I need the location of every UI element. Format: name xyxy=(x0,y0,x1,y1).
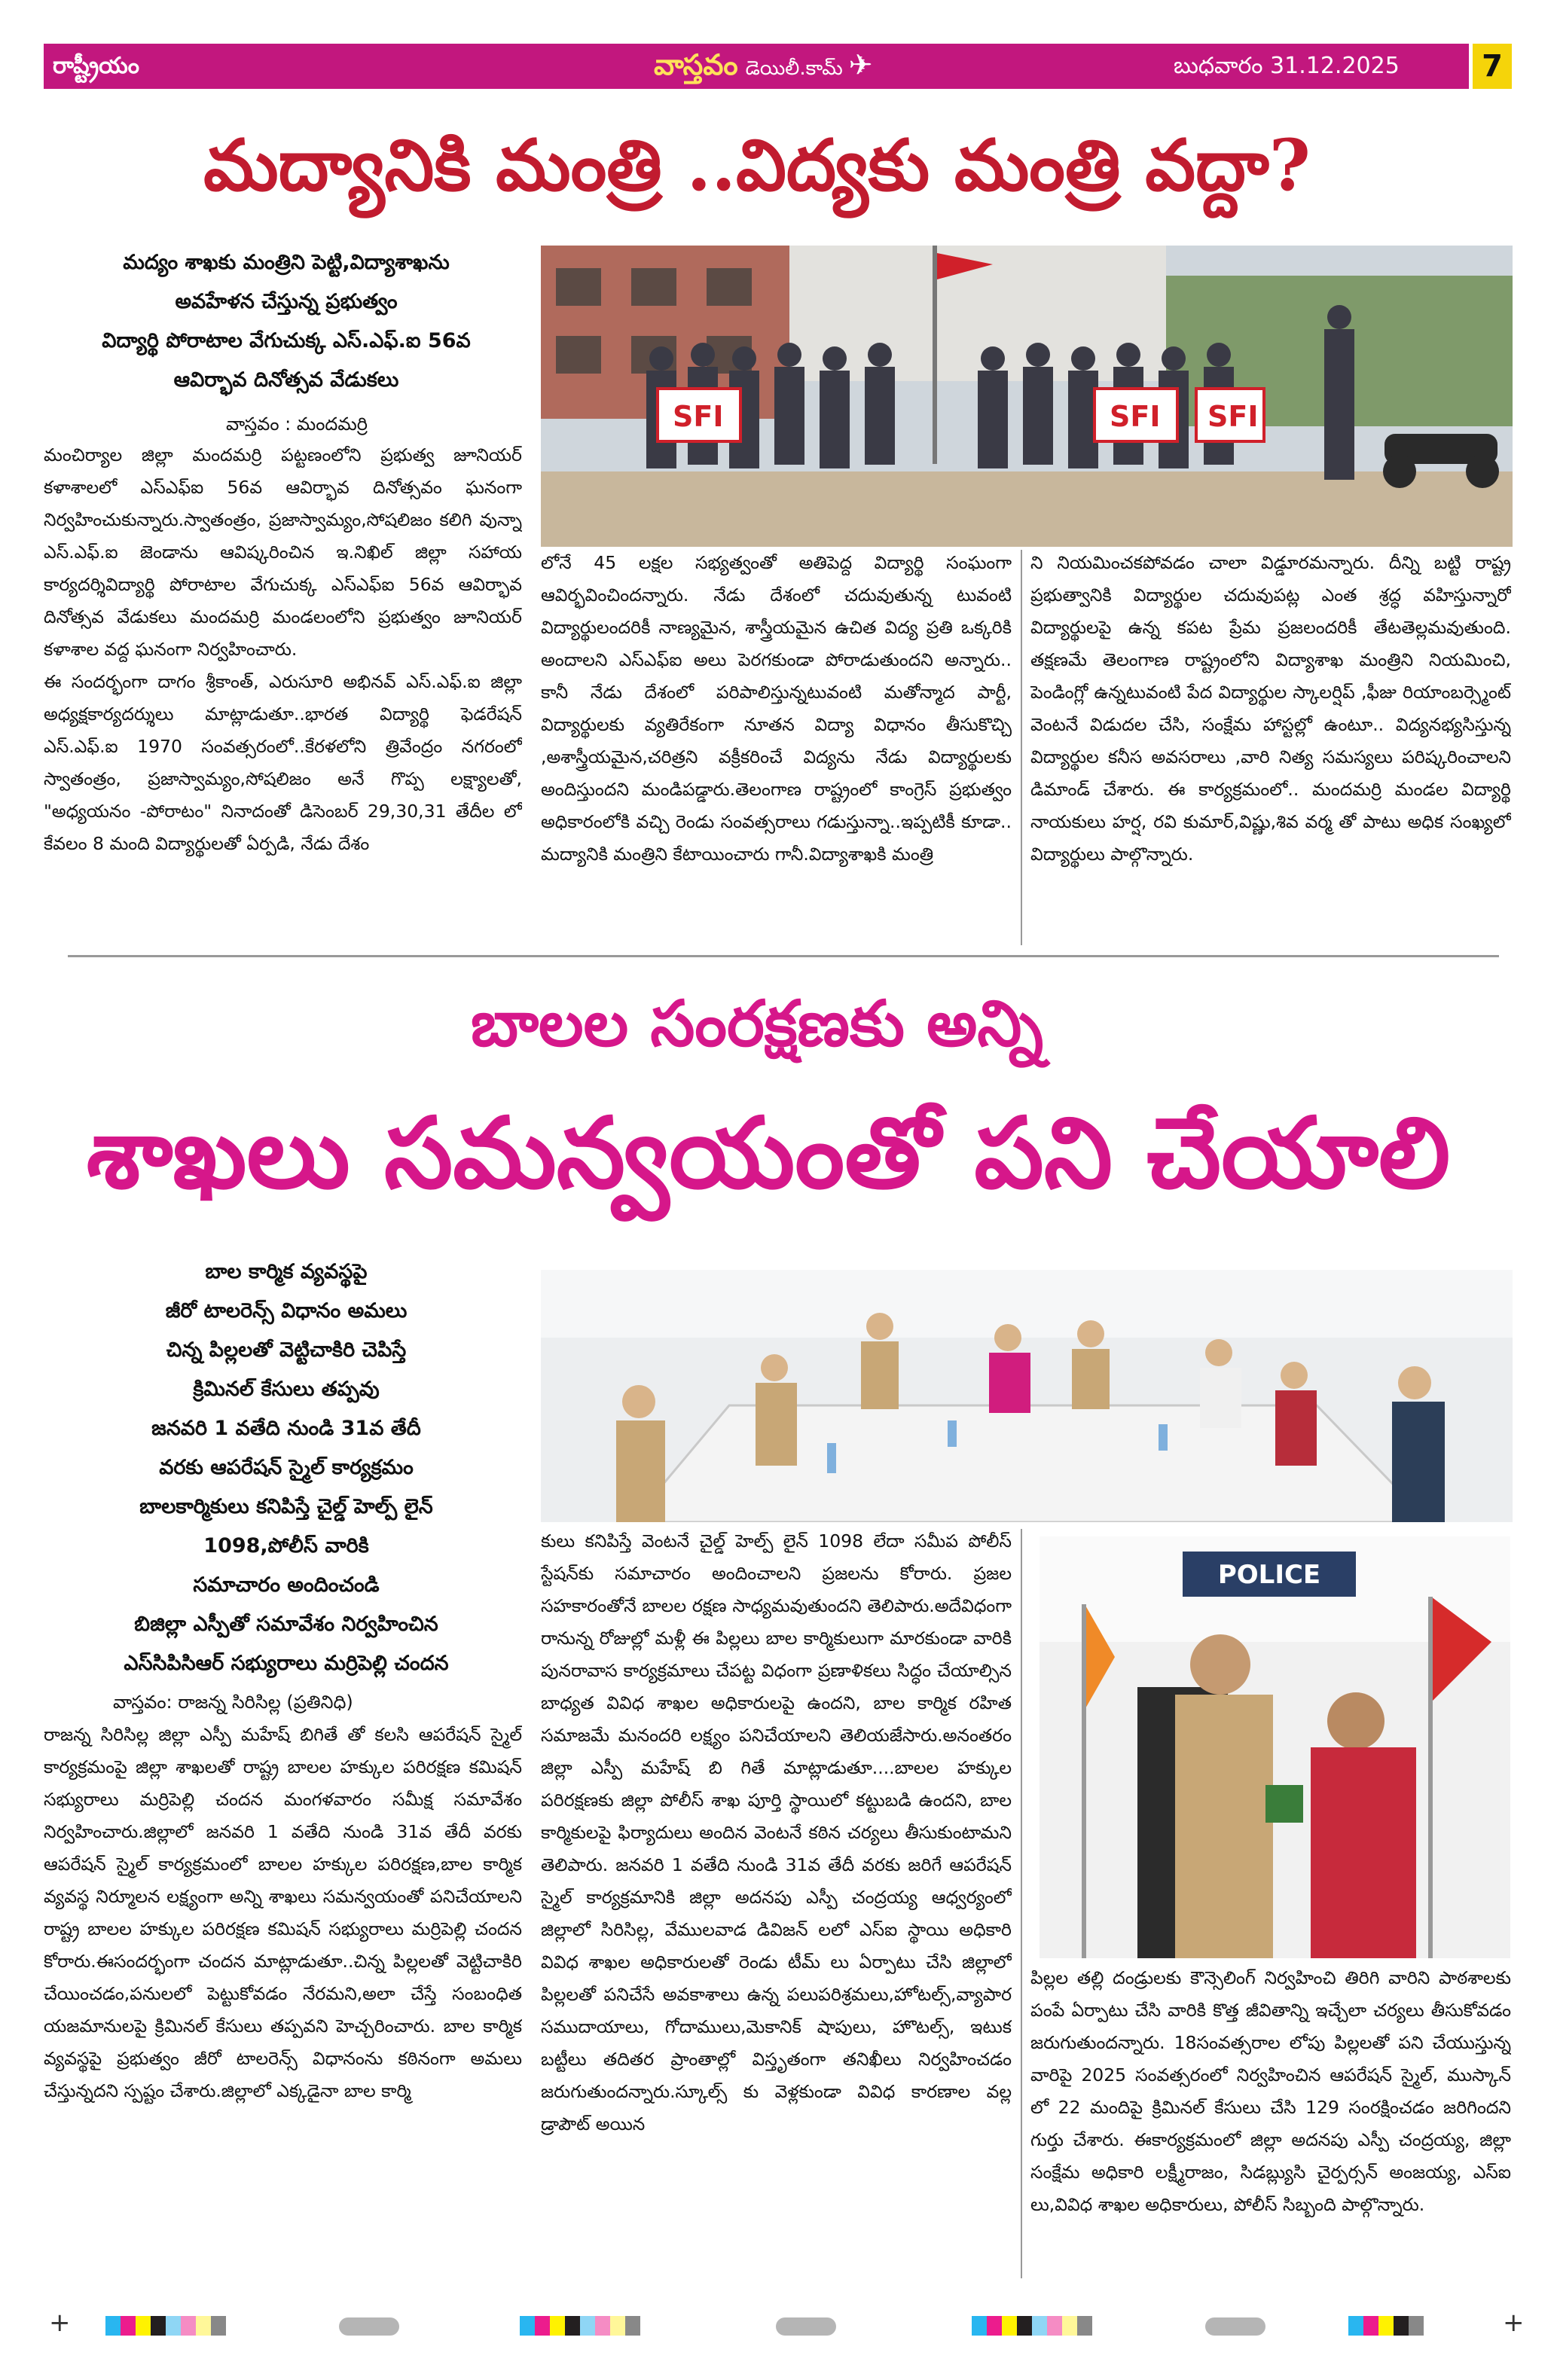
story2-deck-line: వరకు ఆపరేషన్ స్మైల్ కార్యక్రమం xyxy=(159,1456,414,1479)
color-bar xyxy=(105,2316,226,2336)
meeting-photo xyxy=(541,1270,1513,1522)
story1-deck-line: అవహేళన చేస్తున్న ప్రభుత్వం xyxy=(175,290,398,313)
registration-pill xyxy=(776,2317,836,2336)
story1-column-3: ని నియమించకపోవడం చాలా విడ్డూరమన్నారు. దీన్ని బట్టి రాష్ట్ర ప్రభుత్వానికి విద్యార్థుల చదువుపట్ల ఎంత శ్రద్ధ వహిస్తున్నారో విద్యార్థులపై ఉన్న కపట ప్రేమ ప్రజలందరికీ తేటతెల్లమవుతుంది. తక్షణమే తెలంగాణ రాష్ట్రంలోని విద్యాశాఖ మంత్రిని నియమించి, పెండింగ్లో ఉన్నటువంటి పేద విద్యార్థుల స్కాలర్షిప్ ,ఫీజు రియాంబర్స్మెంట్ వెంటనే విడుదల చేసి, సంక్షేమ హాస్టల్లో ఉంటూ.. విద్యనభ్యసిస్తున్న విద్యార్థుల కనీస అవసరాలు ,వారి నిత్య సమస్యలు పరిష్కరించాలని డిమాండ్ చేశారు. ఈ కార్యక్రమంలో.. మందమర్రి మండల విద్యార్థి నాయకులు హర్ష, రవి కుమార్,విష్ణు,శివ వర్మ తో పాటు అధిక సంఖ్యలో విద్యార్థులు పాల్గొన్నారు. xyxy=(1030,552,1511,865)
sfi-banner-text: SFI xyxy=(1207,400,1259,433)
bird-icon: ✈ xyxy=(848,48,873,81)
story2-deck-line: సమాచారం అందించండి xyxy=(193,1573,380,1597)
story2-deck-line: బాలకార్మికులు కనిపిస్తే చైల్డ్ హెల్ప్ లైన్ xyxy=(139,1495,433,1518)
color-bar xyxy=(520,2316,640,2336)
registration-mark: + xyxy=(1503,2308,1525,2338)
story2-column-1: రాజన్న సిరిసిల్ల జిల్లా ఎస్పీ మహేష్ బిగితే తో కలసి ఆపరేషన్ స్మైల్ కార్యక్రమంపై జిల్లా శాఖలతో రాష్ట్ర బాలల హక్కుల పరిరక్షణ కమిషన్ సభ్యురాలు మర్రిపెల్లి చందన మంగళవారం సమీక్ష సమావేశం నిర్వహించారు.జిల్లాలో జనవరి 1 వతేది నుండి 31వ తేదీ వరకు ఆపరేషన్ స్మైల్ కార్యక్రమంలో బాలల హక్కుల పరిరక్షణ,బాల కార్మిక వ్యవస్థ నిర్మూలన లక్ష్యంగా అన్ని శాఖలు సమన్వయంతో పనిచేయాలని రాష్ట్ర బాలల హక్కుల పరిరక్షణ కమిషన్ సభ్యురాలు మర్రిపెల్లి చందన కోరారు.ఈసందర్భంగా చందన మాట్లాడుతూ..చిన్న పిల్లలతో వెట్టిచాకిరి చేయించడం,పనులలో పెట్టుకోవడం నేరమని,అలా చేస్తే సంబంధిత యజమానులపై క్రిమినల్ కేసులు తప్పవని హెచ్చరించారు. బాల కార్మిక వ్యవస్థపై ప్రభుత్వం జీరో టాలరెన్స్ విధానంను కఠినంగా అమలు చేస్తున్నదని స్పష్టం చేశారు.జిల్లాలో ఎక్కడైనా బాల కార్మి xyxy=(44,1724,522,2101)
column-divider xyxy=(1021,550,1022,945)
story1-column-2: లోనే 45 లక్షల సభ్యత్వంతో అతిపెద్ద విద్యార్థి సంఘంగా ఆవిర్భవించిందన్నారు. నేడు దేశంలో చదువుతున్న టువంటి విద్యార్థులందరికీ నాణ్యమైన, శాస్త్రీయమైన ఉచిత విద్య ప్రతి ఒక్కరికి అందాలని ఎస్ఎఫ్ఐ అలు పెరగకుండా పోరాడుతుందని అన్నారు.. కానీ నేడు దేశంలో పరిపాలిస్తున్నటువంటి మతోన్మాద పార్టీ, విద్యార్థులకు వ్యతిరేకంగా నూతన విద్యా విధానం తీసుకొచ్చి ,అశాస్త్రీయమైన,చరిత్రని వక్రీకరించే విద్యను నేడు విద్యార్థులకు అందిస్తుందని మండిపడ్డారు.తెలంగాణ రాష్ట్రంలో కాంగ్రెస్ ప్రభుత్వం అధికారంలోకి వచ్చి రెండు సంవత్సరాలు గడుస్తున్నా..ఇప్పటికీ కూడా.. మద్యానికి మంత్రిని కేటాయించారు గానీ.విద్యాశాఖకి మంత్రి xyxy=(541,552,1012,865)
story2-column-3: పిల్లల తల్లి దండ్రులకు కౌన్సెలింగ్ నిర్వహించి తిరిగి వారిని పాఠశాలకు పంపే ఏర్పాటు చేసి వారికి కొత్త జీవితాన్ని ఇచ్చేలా చర్యలు తీసుకోవడం జరుగుతుందన్నారు. 18సంవత్సరాల లోపు పిల్లలతో పని చేయుస్తున్న వారిపై 2025 సంవత్సరంలో నిర్వహించిన ఆపరేషన్ స్మైల్, ముస్కాన్ లో 22 మందిపై క్రిమినల్ కేసులు చేసి 129 సంరక్షించడం జరిగిందని గుర్తు చేశారు. ఈకార్యక్రమంలో జిల్లా అదనపు ఎస్పీ చంద్రయ్య, జిల్లా సంక్షేమ అధికారి లక్ష్మీరాజం, సిడబ్ల్యుసి చైర్పర్సన్ అంజయ్య, ఎస్ఐ లు,వివిధ శాఖల అధికారులు, పోలీస్ సిబ్బంది పాల్గొన్నారు. xyxy=(1030,1967,1511,2215)
story2-column-2: కులు కనిపిస్తే వెంటనే చైల్డ్ హెల్ప్ లైన్ 1098 లేదా సమీప పోలీస్ స్టేషన్‌కు సమాచారం అందించాలని ప్రజలను కోరారు. ప్రజల సహకారంతోనే బాలల రక్షణ సాధ్యమవుతుందని తెలిపారు.అదేవిధంగా రానున్న రోజుల్లో మళ్లీ ఈ పిల్లలు బాల కార్మికులుగా మారకుండా వారికి పునరావాస కార్యక్రమాలు చేపట్ట విధంగా ప్రణాళికలు సిద్ధం చేయాల్సిన బాధ్యత వివిధ శాఖల అధికారులపై ఉందని, బాల కార్మిక రహిత సమాజమే మనందరి లక్ష్యం పనిచేయాలని తెలియజేసారు.అనంతరం జిల్లా ఎస్పీ మహేష్ బి గితే మాట్లాడుతూ....బాలల హక్కుల పరిరక్షణకు జిల్లా పోలీస్ శాఖ పూర్తి స్థాయిలో కట్టుబడి ఉందని, బాల కార్మికులపై ఫిర్యాదులు అందిన వెంటనే కఠిన చర్యలు తీసుకుంటామని తెలిపారు. జనవరి 1 వతేది నుండి 31వ తేదీ వరకు జరిగే ఆపరేషన్ స్మైల్ కార్యక్రమానికి జిల్లా అదనపు ఎస్పీ చంద్రయ్య ఆధ్వర్యంలో జిల్లాలో సిరిసిల్ల, వేములవాడ డివిజన్ లలో ఎస్ఐ స్థాయి అధికారి వివిధ శాఖల అధికారులతో రెండు టీమ్ లు ఏర్పాటు చేసి జిల్లాలో పిల్లలతో పనిచేసే అవకాశాలు ఉన్న పలుపరిశ్రమలు,హోటల్స్,వ్యాపార సముదాయాలు, గోదాములు,మెకానిక్ షాపులు, హొటల్స్, ఇటుక బట్టీలు తదితర ప్రాంతాల్లో విస్తృతంగా తనిఖీలు నిర్వహించడం జరుగుతుందన్నారు.స్కూల్స్ కు వెళ్లకుండా వివిధ కారణాల వల్ల డ్రాపౌట్ అయిన xyxy=(541,1530,1012,2134)
story2-deck-line: బాల కార్మిక వ్యవస్థపై xyxy=(205,1260,368,1283)
story1-paragraph: ఈ సందర్భంగా దాగం శ్రీకాంత్, ఎరుసూరి అభినవ్ ఎస్.ఎఫ్.ఐ జిల్లా అధ్యక్షకార్యదర్శులు మాట్లాడుతూ..భారత విద్యార్థి ఫెడరేషన్ ఎస్.ఎఫ్.ఐ 1970 సంవత్సరంలో..కేరళలోని త్రివేంద్రం నగరంలో స్వాతంత్రం, ప్రజాస్వామ్యం,సోషలిజం అనే గొప్ప లక్ష్యాలతో, "అధ్యయనం -పోరాటం" నినాదంతో డిసెంబర్ 29,30,31 తేదీల లో కేవలం 8 మంది విద్యార్థులతో ఏర్పడి, నేడు దేశం xyxy=(44,671,522,854)
story2-headline-line1: బాలల సంరక్షణకు అన్ని xyxy=(471,987,1043,1060)
sfi-banner-text: SFI xyxy=(673,400,724,433)
masthead-strip xyxy=(44,44,1469,89)
story2-deck-line: ఎస్‌సిపిసిఆర్ సభ్యురాలు మర్రిపెల్లి చందన xyxy=(124,1652,449,1675)
registration-pill xyxy=(1205,2317,1265,2336)
story2-dateline: వాస్తవం: రాజన్న సిరిసిల్ల (ప్రతినిధి) xyxy=(113,1692,353,1713)
story1-deck-line: విద్యార్థి పోరాటాల వేగుచుక్క ఎస్.ఎఫ్.ఐ 56వ xyxy=(102,329,471,352)
story2-deck-line: జీరో టాలరెన్స్ విధానం అమలు xyxy=(165,1299,408,1323)
story2-headline-line2: శాఖలు సమన్వయంతో పని చేయాలి xyxy=(86,1096,1451,1210)
color-bar xyxy=(972,2316,1092,2336)
sfi-rally-photo xyxy=(541,246,1513,547)
story-divider xyxy=(68,955,1499,957)
story1-deck xyxy=(53,243,520,400)
story1-column-1 xyxy=(44,439,522,947)
police-sign-text: POLICE xyxy=(1217,1560,1321,1590)
story1-paragraph: మంచిర్యాల జిల్లా మందమర్రి పట్టణంలోని ప్రభుత్వ జూనియర్ కళాశాలలో ఎస్ఎఫ్ఐ 56వ ఆవిర్భావ దినోత్సవం ఘనంగా నిర్వహించుకున్నారు.స్వాతంత్రం, ప్రజాస్వామ్యం,సోషలిజం కలిగి వున్నా ఎస్.ఎఫ్.ఐ జెండాను ఆవిష్కరించిన ఇ.నిఖిల్ జిల్లా సహాయ కార్యదర్శివిద్యార్థి పోరాటాల వేగుచుక్క ఎస్ఎఫ్ఐ 56వ ఆవిర్భావ దినోత్సవ వేడుకలు మందమర్రి మండలంలోని ప్రభుత్వం జూనియర్ కళాశాల వద్ద ఘనంగా నిర్వహించారు. xyxy=(44,444,522,660)
color-bar xyxy=(1348,2316,1424,2336)
story2-deck-line: 1098,పోలీస్ వారికి xyxy=(203,1534,369,1558)
story2-deck xyxy=(53,1253,520,1683)
paper-name: వాస్తవం xyxy=(654,48,738,81)
story1-headline: మద్యానికి మంత్రి ..విద్యకు మంత్రి వద్దా? xyxy=(203,124,1311,207)
sp-greeting-photo xyxy=(1040,1536,1510,1958)
paper-suffix: డెయిలీ.కామ్ xyxy=(745,57,843,80)
column-divider xyxy=(1021,1529,1022,2278)
issue-date: బుధవారం 31.12.2025 xyxy=(1174,53,1400,79)
registration-mark: + xyxy=(49,2308,71,2338)
story2-deck-line: జనవరి 1 వతేది నుండి 31వ తేదీ xyxy=(151,1417,421,1440)
paper-logo xyxy=(654,48,873,89)
story2-deck-line: బిజిల్లా ఎస్పీతో సమావేశం నిర్వహించిన xyxy=(134,1613,438,1636)
story2-deck-line: చిన్న పిల్లలతో వెట్టిచాకిరి చెపిస్తే xyxy=(166,1338,407,1362)
sfi-banner-text: SFI xyxy=(1110,400,1161,433)
story1-dateline: వాస్తవం : మందమర్రి xyxy=(226,413,368,435)
section-label: రాష్ట్రీయం xyxy=(53,53,139,79)
page-number: 7 xyxy=(1473,44,1512,89)
story2-deck-line: క్రిమినల్ కేసులు తప్పవు xyxy=(193,1378,380,1401)
story1-deck-line: ఆవిర్భావ దినోత్సవ వేడుకలు xyxy=(173,368,399,392)
registration-pill xyxy=(339,2317,399,2336)
story1-deck-line: మద్యం శాఖకు మంత్రిని పెట్టి,విద్యాశాఖను xyxy=(123,251,450,274)
